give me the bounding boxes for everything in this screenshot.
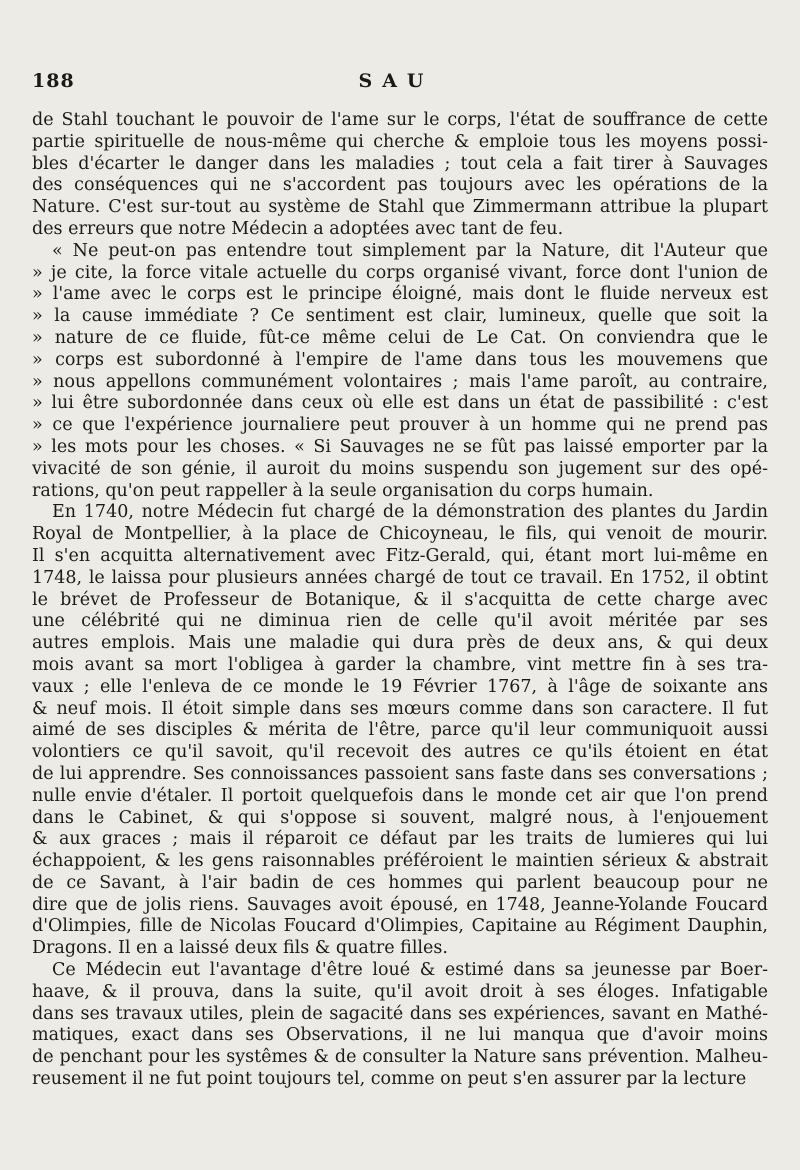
text-line: » ce que l'expérience journaliere peut prouver à un homme qui ne prend pas [32, 415, 768, 436]
text-line: de penchant pour les systêmes & de consulter la Nature sans prévention. Malheu- [32, 1047, 768, 1068]
text-line: » les mots pour les choses. « Si Sauvages ne se fût pas laissé emporter par la [32, 436, 768, 457]
text-line: de Stahl touchant le pouvoir de l'ame sur le corps, l'état de souffrance de cette [32, 110, 768, 130]
text-line: des conséquences qui ne s'accordent pas toujours avec les opérations de la [32, 175, 768, 196]
text-line: » nous appellons communément volontaires ; mais l'ame paroît, au contraire, [32, 371, 768, 392]
text-line: vaux ; elle l'enleva de ce monde le 19 Février 1767, à l'âge de soixante ans [32, 676, 768, 697]
text-line: Royal de Montpellier, à la place de Chicoyneau, le fils, qui venoit de mourir. [32, 524, 768, 545]
text-line: » lui être subordonnée dans ceux où elle est dans un état de passibilité : c'est [32, 393, 768, 414]
text-line: 1748, le laissa pour plusieurs années chargé de tout ce travail. En 1752, il obtint [32, 567, 768, 588]
text-line: une célébrité qui ne diminua rien de celle qu'il avoit méritée par ses [32, 611, 768, 632]
text-line: volontiers ce qu'il savoit, qu'il recevoit des autres ce qu'ils étoient en état [32, 742, 768, 763]
text-line: dans ses travaux utiles, plein de sagacité dans ses expériences, savant en Mathé- [32, 1003, 768, 1024]
text-line: de lui apprendre. Ses connoissances passoient sans faste dans ses conversations ; [32, 763, 768, 784]
text-line: autres emplois. Mais une maladie qui dura près de deux ans, & qui deux [32, 633, 768, 654]
text-line: En 1740, notre Médecin fut chargé de la démonstration des plantes du Jardin [52, 502, 768, 523]
text-line: d'Olimpies, fille de Nicolas Foucard d'Olimpies, Capitaine au Régiment Dauphin, [32, 916, 768, 937]
text-line: bles d'écarter le danger dans les maladies ; tout cela a fait tirer à Sauvages [32, 153, 768, 174]
text-line: nulle envie d'étaler. Il portoit quelquefois dans le monde cet air que l'on prend [32, 785, 768, 806]
text-line: » je cite, la force vitale actuelle du corps organisé vivant, force dont l'union de [32, 262, 768, 283]
running-head: SAU [358, 70, 434, 92]
text-line: Ce Médecin eut l'avantage d'être loué & estimé dans sa jeunesse par Boer- [52, 960, 768, 981]
text-line: & aux graces ; mais il réparoit ce défaut par les traits de lumieres qui lui [32, 829, 768, 850]
text-line: reusement il ne fut point toujours tel, comme on peut s'en assurer par la lecture [32, 1069, 747, 1090]
text-line: dire que de jolis riens. Sauvages avoit épousé, en 1748, Jeanne-Yolande Foucard [32, 894, 768, 915]
text-line: » la cause immédiate ? Ce sentiment est clair, lumineux, quelle que soit la [32, 306, 768, 327]
text-line: Nature. C'est sur-tout au système de Stahl que Zimmermann attribue la plupart [32, 197, 768, 218]
page-header [32, 70, 760, 100]
text-line: » corps est subordonné à l'empire de l'ame dans tous les mouvemens que [32, 349, 768, 370]
page-number: 188 [32, 70, 75, 92]
text-line: » l'ame avec le corps est le principe éloigné, mais dont le fluide nerveux est [32, 284, 768, 305]
text-line: aimé de ses disciples & mérita de l'être, parce qu'il leur communiquoit aussi [32, 720, 768, 741]
text-line: partie spirituelle de nous-même qui cherche & emploie tous les moyens possi- [32, 131, 768, 152]
text-line: échappoient, & les gens raisonnables préféroient le maintien sérieux & abstrait [32, 851, 768, 872]
body-text [32, 110, 768, 1091]
text-line: de ce Savant, à l'air badin de ces hommes qui parlent beaucoup pour ne [32, 872, 768, 893]
text-line: » nature de ce fluide, fût-ce même celui de Le Cat. On conviendra que le [32, 327, 768, 348]
text-line: matiques, exact dans ses Observations, il ne lui manqua que d'avoir moins [32, 1025, 768, 1046]
text-line: Il s'en acquitta alternativement avec Fitz-Gerald, qui, étant mort lui-même en [32, 545, 768, 566]
text-line: Dragons. Il en a laissé deux fils & quatre filles. [32, 938, 448, 959]
text-line: & neuf mois. Il étoit simple dans ses mœurs comme dans son caractere. Il fut [32, 698, 768, 719]
text-line: dans le Cabinet, & qui s'oppose si souvent, malgré nous, à l'enjouement [32, 807, 768, 828]
text-line: le brévet de Professeur de Botanique, & il s'acquitta de cette charge avec [32, 589, 768, 610]
text-line: mois avant sa mort l'obligea à garder la chambre, vint mettre fin à ses tra- [32, 654, 768, 675]
text-line: « Ne peut-on pas entendre tout simplement par la Nature, dit l'Auteur que [52, 240, 768, 261]
text-line: haave, & il prouva, dans la suite, qu'il avoit droit à ses éloges. Infatigable [32, 981, 768, 1002]
text-line: des erreurs que notre Médecin a adoptées avec tant de feu. [32, 218, 564, 239]
text-line: vivacité de son génie, il auroit du moins suspendu son jugement sur des opé- [32, 458, 768, 479]
text-line: rations, qu'on peut rappeller à la seule organisation du corps humain. [32, 480, 654, 501]
